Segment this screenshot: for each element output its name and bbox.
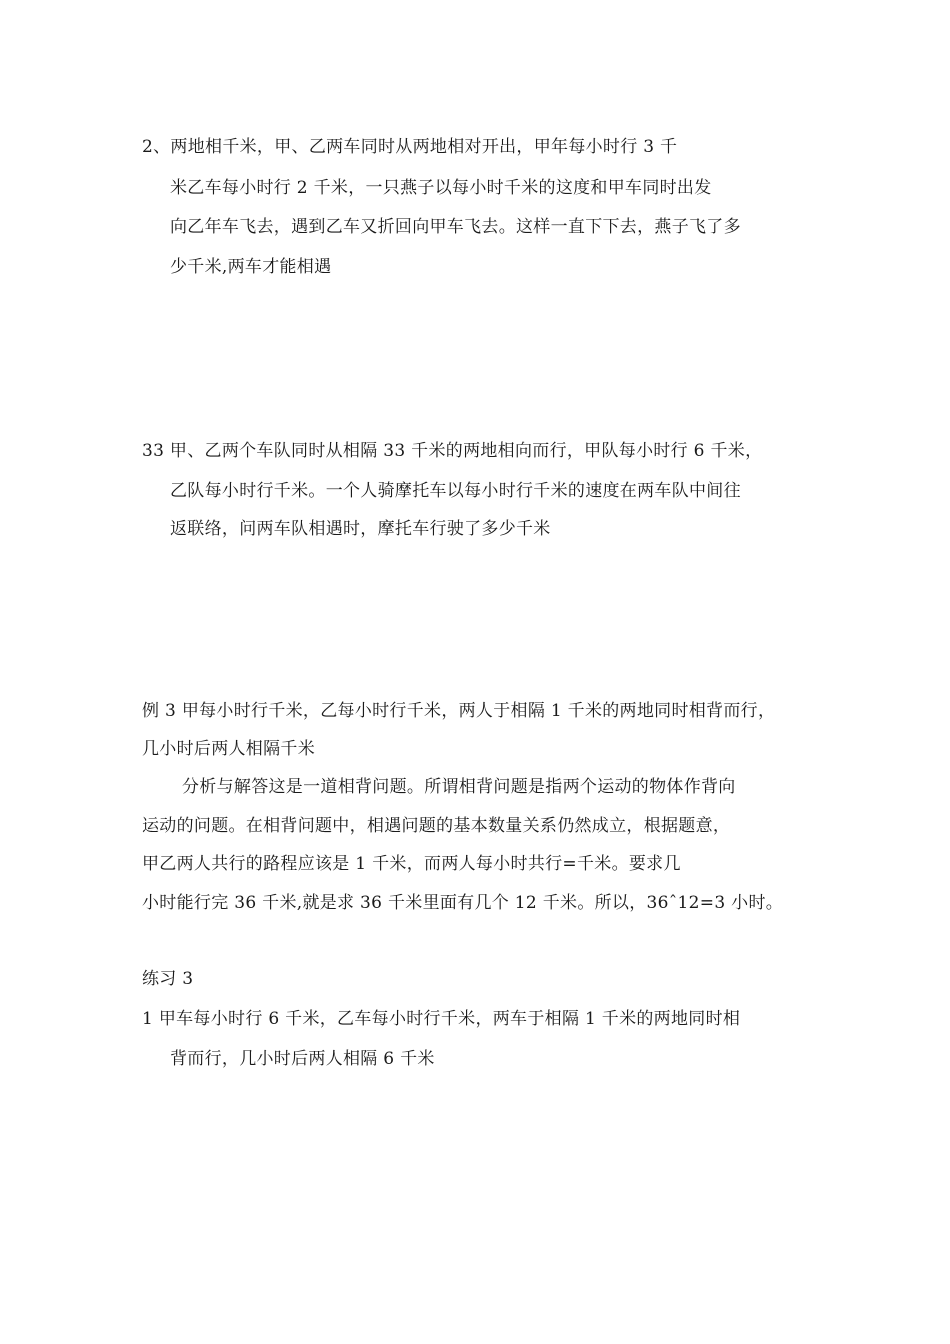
practice-3-title: 练习 3 <box>142 969 194 989</box>
problem-33-line-1: 33 甲、乙两个车队同时从相隔 33 千米的两地相向而行，甲队每小时行 6 千米， <box>142 441 763 461</box>
example-3-line-2: 几小时后两人相隔千米 <box>142 739 315 759</box>
example-3-analysis-line-3: 甲乙两人共行的路程应该是 1 千米，而两人每小时共行=千米。要求几 <box>142 854 681 874</box>
problem-2-line-2: 米乙车每小时行 2 千米，一只燕子以每小时千米的这度和甲车同时出发 <box>170 178 712 198</box>
example-3-analysis-line-1: 分析与解答这是一道相背问题。所谓相背问题是指两个运动的物体作背向 <box>182 777 736 797</box>
practice-3-line-2: 背而行，几小时后两人相隔 6 千米 <box>170 1049 435 1069</box>
problem-2-line-4: 少千米,两车才能相遇 <box>170 257 332 277</box>
problem-2-line-3: 向乙年车飞去，遇到乙车又折回向甲车飞去。这样一直下下去，燕子飞了多 <box>170 217 741 237</box>
problem-33-line-3: 返联络，问两车队相遇时，摩托车行驶了多少千米 <box>170 519 551 539</box>
example-3-line-1: 例 3 甲每小时行千米，乙每小时行千米，两人于相隔 1 千米的两地同时相背而行， <box>142 701 776 721</box>
example-3-analysis-line-2: 运动的问题。在相背问题中，相遇问题的基本数量关系仍然成立，根据题意， <box>142 816 731 836</box>
problem-33-line-2: 乙队每小时行千米。一个人骑摩托车以每小时行千米的速度在两车队中间往 <box>170 481 741 501</box>
example-3-analysis-line-4: 小时能行完 36 千米,就是求 36 千米里面有几个 12 千米。所以，36ˆ12=3 小时。 <box>142 893 784 913</box>
problem-2-line-1: 2、两地相千米，甲、乙两车同时从两地相对开出，甲年每小时行 3 千 <box>142 137 678 157</box>
practice-3-line-1: 1 甲车每小时行 6 千米，乙车每小时行千米，两车于相隔 1 千米的两地同时相 <box>142 1009 741 1029</box>
